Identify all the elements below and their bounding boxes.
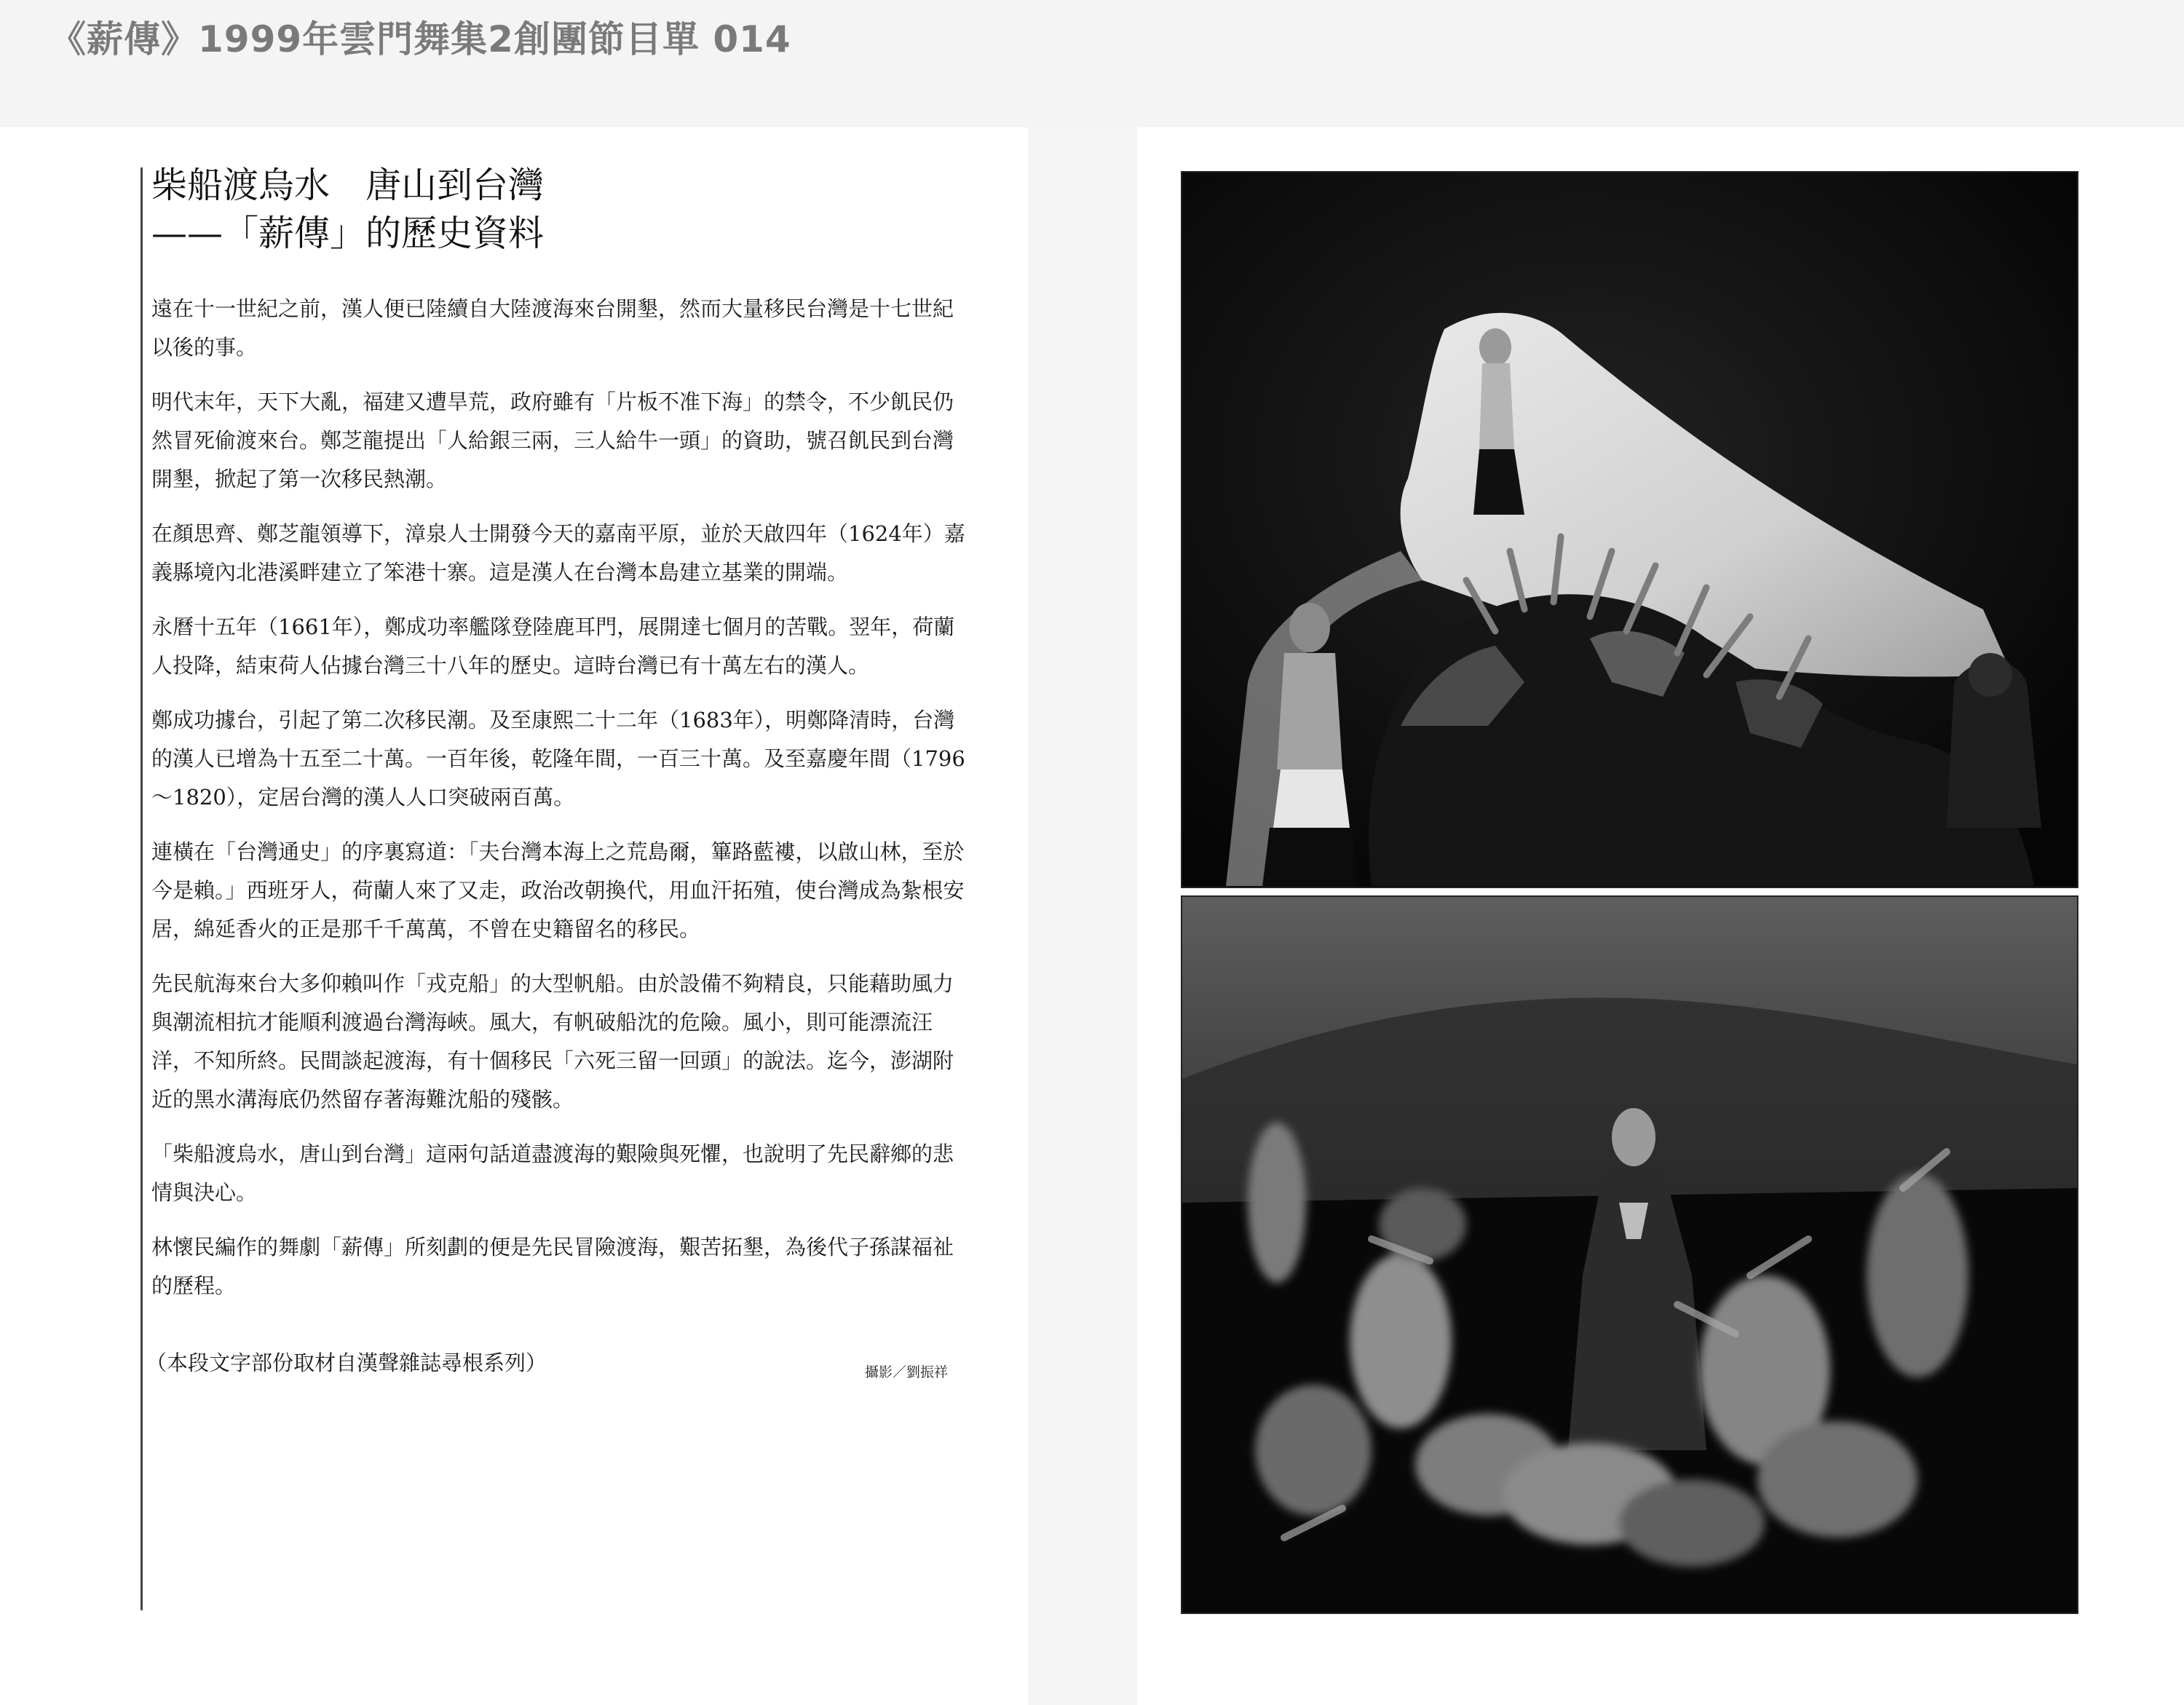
photo-motion-dancers-image <box>1182 897 2077 1613</box>
paragraph: 「柴船渡烏水，唐山到台灣」這兩句話道盡渡海的艱險與死懼，也說明了先民辭鄉的悲情與決心。 <box>151 1142 954 1205</box>
paragraph: 明代末年，天下大亂，福建又遭旱荒，政府雖有「片板不准下海」的禁令，不少飢民仍然冒死偷渡來台。鄭芝龍提出「人給銀三兩，三人給牛一頭」的資助，號召飢民到台灣開墾，掀起了第一次移民熱潮。 <box>151 389 954 491</box>
page-gutter <box>1028 127 1137 1705</box>
photo-credit: 攝影／劉振祥 <box>865 1364 949 1380</box>
title-line-2: ——「薪傳」的歷史資料 <box>151 213 545 254</box>
paragraph: 在顏思齊、鄭芝龍領導下，漳泉人士開發今天的嘉南平原，並於天啟四年（1624年）嘉義縣境內北港溪畔建立了笨港十寨。這是漢人在台灣本島建立基業的開端。 <box>151 521 965 585</box>
paragraph: 連橫在「台灣通史」的序裏寫道：「夫台灣本海上之荒島爾，篳路藍褸，以啟山林，至於今是賴。」西班牙人，荷蘭人來了又走，政治改朝換代，用血汗拓殖，使台灣成為紮根安居，綿延香火的正是那千千萬萬，不曾在史籍留名的移民。 <box>151 839 965 941</box>
photo-sail-dancers <box>1181 171 2078 888</box>
article-body <box>151 290 974 1321</box>
paragraph: 林懷民編作的舞劇「薪傳」所刻劃的便是先民冒險渡海，艱苦拓墾，為後代子孫謀福祉的歷程。 <box>151 1235 954 1298</box>
photo-motion-dancers <box>1181 895 2078 1614</box>
paragraph: 遠在十一世紀之前，漢人便已陸續自大陸渡海來台開墾，然而大量移民台灣是十七世紀以後的事。 <box>151 296 954 360</box>
source-note: （本段文字部份取材自漢聲雜誌尋根系列） <box>146 1350 547 1375</box>
photo-sail-dancers-image <box>1182 173 2077 887</box>
paragraph: 永曆十五年（1661年），鄭成功率艦隊登陸鹿耳門，展開達七個月的苦戰。翌年，荷蘭人投降，結束荷人佔據台灣三十八年的歷史。這時台灣已有十萬左右的漢人。 <box>151 614 955 678</box>
scan-header <box>0 0 2184 127</box>
title-line-1: 柴船渡烏水 唐山到台灣 <box>151 165 545 206</box>
paragraph: 鄭成功據台，引起了第二次移民潮。及至康熙二十二年（1683年），明鄭降清時，台灣的漢人已增為十五至二十萬。一百年後，乾隆年間，一百三十萬。及至嘉慶年間（1796～1820），定居台灣的漢人人口突破兩百萬。 <box>151 708 965 810</box>
article-title <box>151 162 952 258</box>
scan-title: 《薪傳》1999年雲門舞集2創團節目單 014 <box>50 18 791 60</box>
vertical-rule <box>141 167 143 1610</box>
paragraph: 先民航海來台大多仰賴叫作「戎克船」的大型帆船。由於設備不夠精良，只能藉助風力與潮流相抗才能順利渡過台灣海峽。風大，有帆破船沈的危險。風小，則可能漂流汪洋，不知所終。民間談起渡海，有十個移民「六死三留一回頭」的說法。迄今，澎湖附近的黑水溝海底仍然留存著海難沈船的殘骸。 <box>151 971 954 1112</box>
